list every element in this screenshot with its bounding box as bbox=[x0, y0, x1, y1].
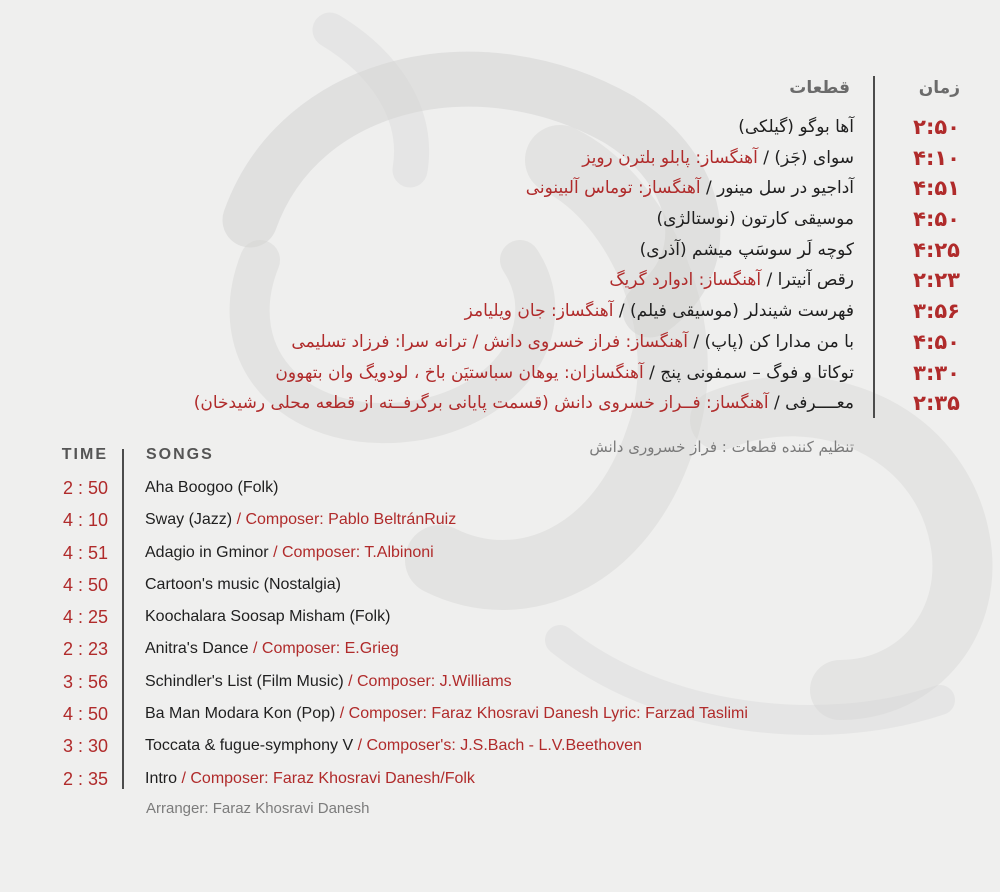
en-track-time: 3 : 56 bbox=[62, 671, 108, 692]
fa-track-row bbox=[150, 327, 854, 358]
en-track-row bbox=[145, 569, 965, 601]
fa-arranger-credit: تنظیم کننده قطعات : فراز خسروری دانش bbox=[589, 438, 854, 456]
en-track-row bbox=[145, 472, 965, 504]
en-track-row bbox=[145, 537, 965, 569]
en-track-time: 2 : 35 bbox=[62, 768, 108, 789]
fa-track-time: ۴:۱۰ bbox=[913, 145, 960, 170]
en-track-time: 4 : 50 bbox=[62, 704, 108, 725]
fa-track-title: رقص آنیترا / bbox=[761, 270, 854, 291]
en-track-credit: / Composer: J.Williams bbox=[348, 672, 512, 690]
fa-time-column bbox=[886, 112, 960, 419]
fa-track-title: موسیقی کارتون (نوستالژی) bbox=[656, 209, 854, 230]
fa-track-title: کوچه لَر سوسَپ میشم (آذری) bbox=[639, 239, 854, 260]
fa-track-credit: آهنگساز: فراز خسروی دانش / ترانه سرا: فرزاد تسلیمی bbox=[291, 331, 688, 352]
fa-track-row bbox=[150, 296, 854, 327]
en-track-credit: / Composer: Faraz Khosravi Danesh Lyric: Farzad Taslimi bbox=[339, 705, 748, 723]
fa-track-title: سوای (جَز) / bbox=[757, 147, 854, 168]
fa-track-credit: آهنگساز: پابلو بلترن رویز bbox=[582, 147, 758, 168]
fa-track-credit: آهنگساز: فــراز خسروی دانش (قسمت پایانی برگرفــته از قطعه محلی رشیدخان) bbox=[193, 393, 769, 414]
fa-track-title: آداجیو در سل مینور / bbox=[700, 178, 854, 199]
en-track-credit: / Composer: E.Grieg bbox=[253, 640, 399, 658]
en-track-credit: / Composer: T.Albinoni bbox=[273, 543, 434, 561]
en-track-title: Koochalara Soosap Misham (Folk) bbox=[145, 608, 391, 626]
fa-track-time: ۴:۵۱ bbox=[913, 176, 960, 201]
fa-track-time: ۲:۵۰ bbox=[913, 115, 960, 139]
en-track-title: Schindler's List (Film Music) bbox=[145, 672, 349, 690]
en-track-time: 4 : 50 bbox=[62, 574, 108, 595]
en-divider bbox=[122, 449, 124, 789]
en-header-time: TIME bbox=[61, 446, 108, 463]
en-track-title: Intro bbox=[145, 769, 182, 787]
fa-track-row bbox=[150, 143, 854, 174]
fa-track-time: ۳:۳۰ bbox=[913, 360, 960, 385]
en-header-songs: SONGS bbox=[146, 446, 214, 463]
fa-header-time: زمان bbox=[918, 78, 960, 98]
en-arranger-credit: Arranger: Faraz Khosravi Danesh bbox=[146, 800, 370, 817]
fa-track-credit: آهنگساز: جان ویلیامز bbox=[464, 301, 614, 322]
fa-track-time: ۴:۵۰ bbox=[913, 207, 960, 232]
en-time-column bbox=[40, 472, 108, 795]
fa-track-list bbox=[150, 112, 854, 419]
en-track-list bbox=[145, 472, 965, 795]
en-track-row bbox=[145, 666, 965, 698]
fa-track-row bbox=[150, 388, 854, 419]
en-track-time: 2 : 50 bbox=[62, 478, 108, 498]
en-track-row bbox=[145, 698, 965, 730]
en-track-time: 4 : 51 bbox=[62, 542, 108, 563]
fa-header-songs: قطعات bbox=[789, 78, 850, 98]
fa-track-row bbox=[150, 265, 854, 296]
fa-track-time: ۳:۵۶ bbox=[913, 299, 960, 324]
fa-track-row bbox=[150, 204, 854, 235]
en-track-title: Aha Boogoo (Folk) bbox=[145, 479, 279, 496]
en-track-title: Anitra's Dance bbox=[145, 640, 253, 658]
fa-track-title: با من مدارا کن (پاپ) / bbox=[687, 331, 854, 352]
fa-track-credit: آهنگساز: ادوارد گریگ bbox=[609, 270, 762, 291]
fa-track-time: ۲:۲۳ bbox=[913, 268, 960, 293]
fa-track-time: ۴:۲۵ bbox=[913, 237, 960, 262]
en-track-credit: / Composer's: J.S.Bach - L.V.Beethoven bbox=[357, 737, 642, 755]
fa-track-title: آها بوگو (گیلکی) bbox=[738, 117, 854, 137]
en-track-row bbox=[145, 730, 965, 762]
en-track-time: 4 : 25 bbox=[62, 607, 108, 628]
en-track-time: 3 : 30 bbox=[62, 736, 108, 757]
fa-track-title: معــــرفی / bbox=[768, 393, 854, 414]
en-track-title: Ba Man Modara Kon (Pop) bbox=[145, 705, 340, 723]
fa-track-row bbox=[150, 173, 854, 204]
en-track-credit: / Composer: Faraz Khosravi Danesh/Folk bbox=[181, 769, 475, 787]
fa-track-title: فهرست شیندلر (موسیقی فیلم) / bbox=[613, 301, 854, 322]
en-track-row bbox=[145, 633, 965, 665]
en-track-time: 2 : 23 bbox=[62, 639, 108, 660]
en-track-credit: / Composer: Pablo BeltránRuiz bbox=[236, 511, 457, 529]
en-track-title: Sway (Jazz) bbox=[145, 511, 237, 529]
en-track-title: Adagio in Gminor bbox=[145, 543, 274, 561]
fa-track-title: توکاتا و فوگ – سمفونی پنج / bbox=[643, 362, 854, 383]
fa-track-credit: آهنگسازان: یوهان سباستیَن باخ ، لودویگ وان بتهوون bbox=[275, 362, 644, 383]
en-track-row bbox=[145, 763, 965, 795]
fa-divider bbox=[873, 76, 875, 418]
fa-track-row bbox=[150, 358, 854, 389]
fa-track-time: ۲:۳۵ bbox=[913, 391, 960, 416]
en-track-row bbox=[145, 504, 965, 536]
fa-track-credit: آهنگساز: توماس آلبینونی bbox=[525, 178, 701, 199]
fa-track-row bbox=[150, 235, 854, 266]
fa-track-row bbox=[150, 112, 854, 143]
fa-track-time: ۴:۵۰ bbox=[913, 329, 960, 354]
en-track-title: Toccata & fugue-symphony V bbox=[145, 737, 358, 755]
en-track-title: Cartoon's music (Nostalgia) bbox=[145, 575, 342, 593]
en-track-time: 4 : 10 bbox=[62, 510, 108, 531]
en-track-row bbox=[145, 601, 965, 633]
